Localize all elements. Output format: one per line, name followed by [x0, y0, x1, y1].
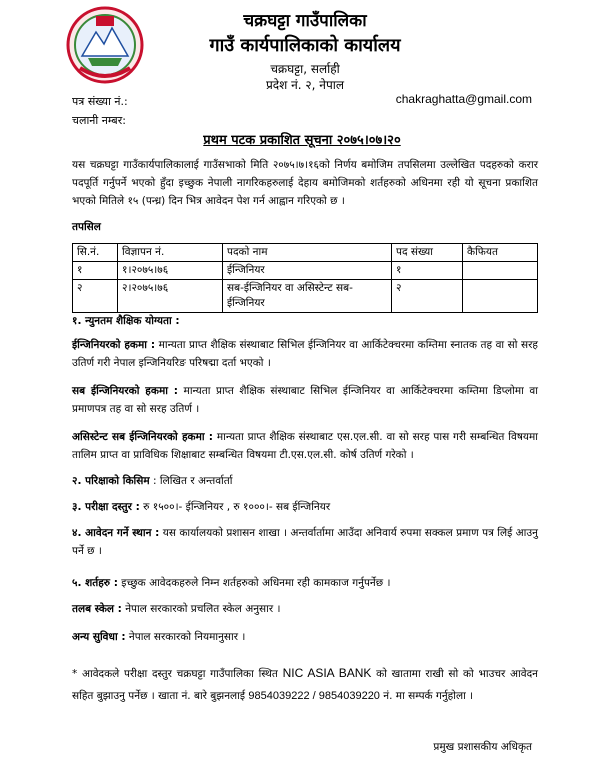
salary-text: नेपाल सरकारको प्रचलित स्केल अनुसार । — [125, 603, 281, 615]
municipality-name: चक्रघट्टा गाउँपालिका — [243, 11, 367, 31]
table-row — [73, 262, 538, 280]
nepal-emblem-logo — [66, 6, 144, 84]
terms-text: इच्छुक आवेदकहरुले निम्न शर्तहरुको अधिनमा रही कामकाज गर्नुपर्नेछ । — [121, 577, 391, 589]
letter-number-label: पत्र संख्या नं.: — [72, 95, 128, 108]
sub-engineer-text: मान्यता प्राप्त शैक्षिक संस्थाबाट सिभिल ईन्जिनियर वा आर्किटेक्चरमा कम्तिमा डिप्लोमा वा प्रमाणपत्र तह वा सो सरह उतिर्ण । — [72, 385, 538, 415]
cell-count: २ — [392, 280, 463, 313]
qualification-heading: १. न्युनतम शैक्षिक योग्यता : — [72, 315, 180, 327]
salary-label: तलब स्केल : — [72, 603, 122, 615]
cell-ad-no: १।२०७५।७६ — [118, 262, 223, 280]
office-address: चक्रघट्टा, सर्लाही — [270, 62, 340, 76]
note-part3: नं. मा सम्पर्क गर्नुहोला । — [383, 690, 474, 702]
table-label: तपसिल — [72, 221, 101, 233]
cell-count: १ — [392, 262, 463, 280]
engineer-label: ईन्जिनियरको हकमा : — [72, 339, 156, 351]
cell-remarks — [463, 262, 538, 280]
other-label: अन्य सुविधा : — [72, 631, 126, 643]
email-address: chakraghatta@gmail.com — [395, 92, 532, 106]
cell-post: सब-ईन्जिनियर वा असिस्टेन्ट सब-ईन्जिनियर — [223, 280, 392, 313]
exam-fee — [72, 498, 538, 516]
col-header-post: पदको नाम — [223, 244, 392, 262]
engineer-qualification — [72, 336, 538, 372]
other-benefits — [72, 628, 538, 646]
exam-text: : लिखित र अन्तर्वार्ता — [153, 475, 233, 487]
cell-post: ईन्जिनियर — [223, 262, 392, 280]
col-header-ad-no: विज्ञापन नं. — [118, 244, 223, 262]
application-place — [72, 524, 538, 560]
sub-engineer-qualification — [72, 382, 538, 418]
note-part2: को खातामा राखी सो को भाउचर आवेदन सहित बुझाउनु पर्नेछ । खाता नं. बारे बुझनलाई — [72, 668, 538, 702]
cell-remarks — [463, 280, 538, 313]
intro-paragraph: यस चक्रघट्टा गाउँकार्यपालिकालाई गाउँसभाको मिति २०७५।७।१६को निर्णय बमोजिम तपसिलमा उल्लेखित पदहरुको करार पदपूर्ति गर्नुपर्ने भएको हुँदा इच्छुक नेपाली नागरिकहरुलाई देहाय बमोजिमको शर्तहरुको अधिनमा रही यो सूचना प्रकाशित भएको मितिले १५ (पन्ध्र) दिन भित्र आवेदन पेश गर्न आह्वान गरिएको छ । — [72, 159, 538, 207]
exam-label: २. परिक्षाको किसिम — [72, 475, 150, 487]
col-header-sn: सि.नं. — [73, 244, 118, 262]
col-header-remarks: कैफियत — [463, 244, 538, 262]
table-row — [73, 280, 538, 313]
sub-engineer-label: सब ईन्जिनियरको हकमा : — [72, 385, 178, 397]
exam-type — [72, 472, 538, 490]
cell-sn: १ — [73, 262, 118, 280]
office-name: गाउँ कार्यपालिकाको कार्यालय — [209, 35, 401, 56]
table-header-row — [73, 244, 538, 262]
assistant-sub-engineer-qualification — [72, 428, 538, 464]
terms — [72, 574, 538, 592]
bank-name: NIC ASIA BANK — [282, 666, 372, 680]
fee-label: ३. परीक्षा दस्तुर : — [72, 501, 140, 513]
cell-ad-no: २।२०७५।७६ — [118, 280, 223, 313]
cell-sn: २ — [73, 280, 118, 313]
place-label: ४. आवेदन गर्ने स्थान : — [72, 527, 160, 539]
phone-numbers: 9854039222 / 9854039220 — [248, 690, 380, 702]
notice-title: प्रथम पटक प्रकाशित सूचना २०७५।०७।२० — [203, 133, 401, 148]
other-text: नेपाल सरकारको नियमानुसार । — [128, 631, 246, 643]
assistant-text: मान्यता प्राप्त शैक्षिक संस्थाबाट एस.एल.सी. वा सो सरह पास गरी सम्बन्धित विषयमा तालिम प्राप्त वा प्राविधिक शिक्षाबाट सम्बन्धित विषयमा टी.एस.एल.सी. कोर्ष उतिर्ण गरेको । — [72, 431, 538, 461]
posts-table — [72, 243, 538, 313]
dispatch-number-label: चलानी नम्बर: — [72, 114, 126, 127]
col-header-count: पद संख्या — [392, 244, 463, 262]
engineer-text: मान्यता प्राप्त शैक्षिक संस्थाबाट सिभिल ईन्जिनियर वा आर्किटेक्चरमा कम्तिमा स्नातक तह वा सो सरह उतिर्ण गरी नेपाल इन्जिनियरिङ परिषद्मा दर्ता भएको । — [72, 339, 539, 369]
fee-text: रु १५००।- ईन्जिनियर , रु १०००।- सब ईन्जिनियर — [143, 501, 331, 513]
signature-title: प्रमुख प्रशासकीय अधिकृत — [433, 741, 532, 753]
terms-label: ५. शर्तहरु : — [72, 577, 118, 589]
salary-scale — [72, 600, 538, 618]
place-text: यस कार्यालयको प्रशासन शाखा । अन्तर्वार्तामा आउँदा अनिवार्य रुपमा सक्कल प्रमाण पत्र लिई आउनु पर्ने छ । — [72, 527, 538, 557]
payment-note — [72, 662, 538, 707]
province-line: प्रदेश नं. २, नेपाल — [265, 78, 345, 92]
note-part1: * आवेदकले परीक्षा दस्तुर चक्रघट्टा गाउँपालिका स्थित — [72, 668, 278, 680]
assistant-label: असिस्टेन्ट सब ईन्जिनियरको हकमा : — [72, 431, 213, 443]
